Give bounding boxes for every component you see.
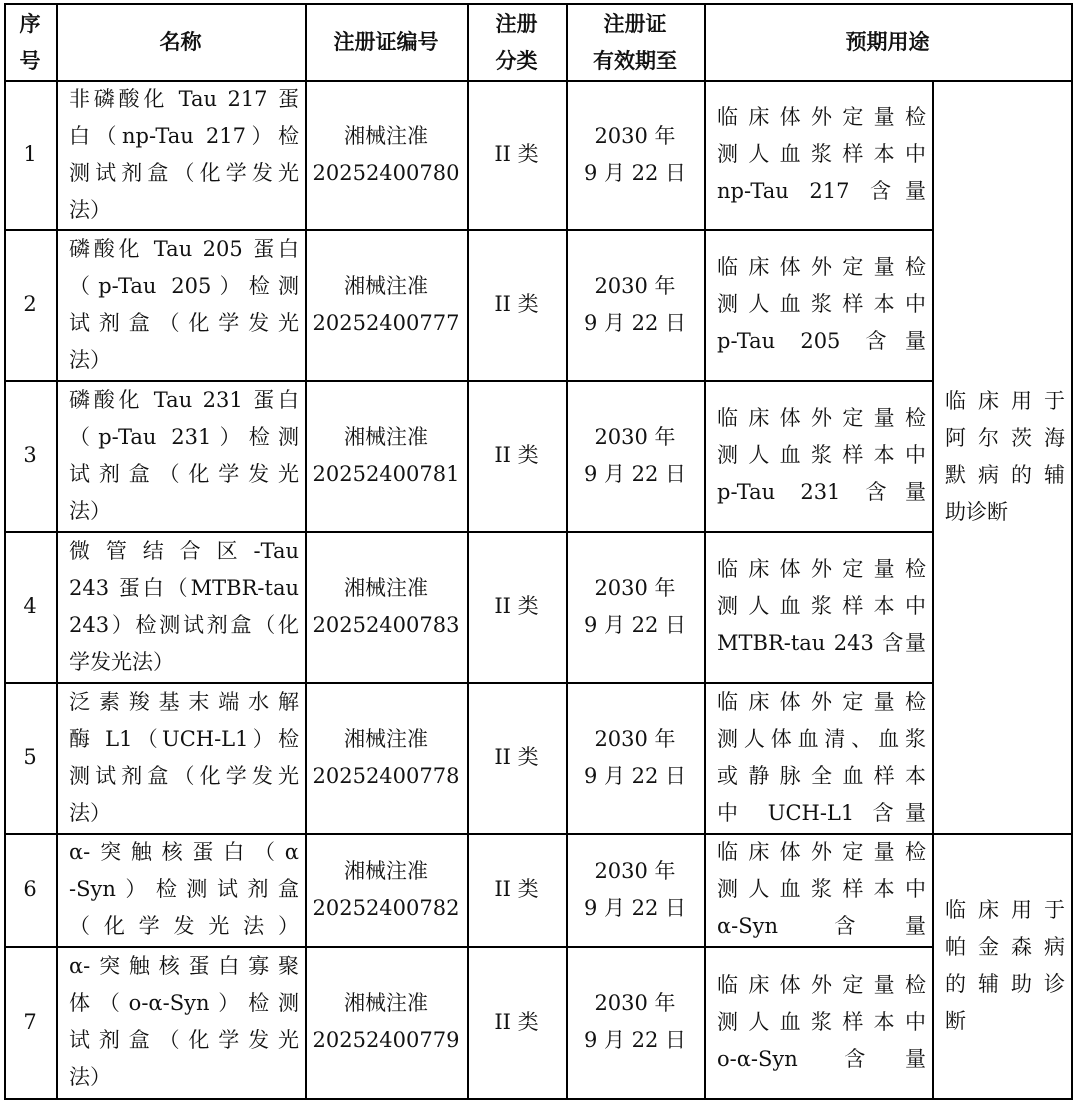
row-valid-until-line: 2030 年 (594, 575, 676, 600)
row-name-line: α-突触核蛋白寡聚 (69, 954, 299, 978)
row-seq-line: 5 (23, 745, 37, 769)
group-use-alzheimer-line: 临床用于 (945, 388, 1065, 413)
row-name (56, 80, 305, 229)
grid-line (4, 682, 934, 684)
row-valid-until (566, 380, 704, 531)
row-use-line: 临床体外定量检 (717, 840, 926, 864)
row-use-line: 测人血浆样本中 (717, 594, 926, 618)
row-name-line: 学发光法） (69, 649, 174, 674)
group-use-parkinson-line: 断 (945, 1008, 966, 1033)
row-reg-no-line: 湘械注准 (344, 575, 428, 600)
row-name-line: 试剂盒（化学发光 (69, 461, 299, 486)
row-use (704, 682, 932, 833)
row-name-line: 法） (69, 197, 111, 222)
row-reg-no-line: 20252400783 (312, 612, 460, 637)
group-use-parkinson-line: 临床用于 (945, 897, 1065, 922)
grid-line (4, 80, 1073, 82)
grid-line (4, 531, 934, 533)
row-use-line: 测人血浆样本中 (717, 292, 926, 316)
row-reg-no-line: 湘械注准 (344, 858, 428, 883)
row-valid-until (566, 229, 704, 380)
row-reg-no-line: 湘械注准 (344, 726, 428, 751)
row-reg-no-line: 20252400778 (312, 763, 460, 788)
grid-line (932, 80, 934, 1100)
row-seq (4, 682, 56, 833)
row-use (704, 380, 932, 531)
header-intended-use-line: 预期用途 (845, 29, 930, 54)
row-reg-no (305, 229, 467, 380)
row-seq (4, 229, 56, 380)
grid-line (4, 229, 934, 231)
row-name-line: 磷酸化 Tau 205 蛋白 (69, 236, 299, 261)
row-valid-until-line: 2030 年 (594, 726, 676, 751)
row-valid-until (566, 682, 704, 833)
row-use-line: 临床体外定量检 (717, 255, 926, 279)
row-category-line: II 类 (494, 292, 539, 316)
row-category (467, 229, 566, 380)
row-name-line: 酶 L1（UCH-L1）检 (69, 726, 299, 751)
row-name-line: 243）检测试剂盒（化 (69, 612, 299, 637)
row-use-line: 临床体外定量检 (717, 406, 926, 430)
row-name-line: 非磷酸化 Tau 217 蛋 (69, 86, 299, 111)
row-reg-no (305, 946, 467, 1098)
row-use-line: 中 UCH-L1 含量 (717, 800, 926, 825)
grid-line (4, 3, 6, 1100)
row-use (704, 833, 932, 946)
header-seq-line: 序 (19, 10, 41, 36)
row-name (56, 229, 305, 380)
group-use-alzheimer-line: 助诊断 (945, 499, 1008, 524)
row-name-line: 法） (69, 347, 111, 372)
row-reg-no-line: 湘械注准 (344, 123, 428, 148)
row-name (56, 682, 305, 833)
grid-line (566, 3, 568, 1100)
row-category-line: II 类 (494, 594, 539, 618)
row-use-line: 测人血浆样本中 (717, 142, 926, 166)
row-use-line: 测人体血清、血浆 (717, 726, 926, 751)
row-reg-no (305, 80, 467, 229)
row-use-line: p-Tau 205 含量 (717, 329, 926, 353)
header-name-line: 名称 (159, 29, 202, 54)
group-use-alzheimer-line: 阿尔茨海 (945, 425, 1065, 450)
row-seq-line: 2 (23, 292, 37, 316)
row-name-line: （p-Tau 231）检测 (69, 424, 299, 449)
row-name-line: （p-Tau 205）检测 (69, 273, 299, 298)
row-use-line: 测人血浆样本中 (717, 443, 926, 467)
row-reg-no (305, 833, 467, 946)
header-reg-no-line: 注册证编号 (333, 29, 439, 54)
row-use-line: 临床体外定量检 (717, 972, 926, 997)
row-use-line: 临床体外定量检 (717, 689, 926, 714)
row-reg-no (305, 682, 467, 833)
row-valid-until-line: 2030 年 (594, 991, 676, 1015)
row-name-line: 体（o-α-Syn）检测 (69, 991, 299, 1015)
row-name-line: 法） (69, 498, 111, 523)
grid-line (4, 3, 1073, 5)
row-valid-until-line: 9 月 22 日 (583, 895, 687, 920)
row-reg-no-line: 20252400779 (312, 1028, 460, 1052)
row-reg-no (305, 380, 467, 531)
grid-line (305, 3, 307, 1100)
row-seq-line: 4 (23, 594, 37, 618)
group-use-parkinson (932, 833, 1071, 1098)
row-name-line: 243 蛋白（MTBR-tau (69, 575, 299, 600)
row-category-line: II 类 (494, 1009, 539, 1034)
row-category-line: II 类 (494, 877, 539, 901)
header-intended-use (704, 3, 1071, 80)
row-valid-until-line: 2030 年 (594, 273, 676, 298)
row-use-line: o-α-Syn 含量 (717, 1046, 926, 1071)
grid-line (467, 3, 469, 1100)
row-seq-line: 7 (23, 1009, 37, 1034)
row-reg-no-line: 湘械注准 (344, 424, 428, 449)
row-valid-until-line: 9 月 22 日 (583, 1028, 687, 1052)
grid-line (4, 833, 1073, 835)
row-name (56, 531, 305, 682)
header-category-line: 分类 (495, 47, 538, 73)
row-valid-until-line: 2030 年 (594, 858, 676, 883)
row-seq (4, 380, 56, 531)
row-use (704, 946, 932, 1098)
header-name (56, 3, 305, 80)
row-valid-until (566, 946, 704, 1098)
row-name-line: 泛素羧基末端水解 (69, 689, 299, 714)
row-category (467, 833, 566, 946)
row-category (467, 682, 566, 833)
row-name (56, 833, 305, 946)
header-seq (4, 3, 56, 80)
row-use-line: 或静脉全血样本 (717, 763, 926, 788)
header-valid-until (566, 3, 704, 80)
row-seq (4, 833, 56, 946)
row-name (56, 946, 305, 1098)
row-valid-until-line: 9 月 22 日 (583, 310, 687, 335)
row-seq-line: 3 (23, 443, 37, 467)
row-seq (4, 80, 56, 229)
group-use-parkinson-line: 帕金森病 (945, 934, 1065, 959)
grid-line (1071, 3, 1073, 1100)
row-use-line: α-Syn 含量 (717, 914, 926, 938)
row-valid-until (566, 80, 704, 229)
row-valid-until (566, 833, 704, 946)
row-reg-no-line: 20252400782 (312, 895, 460, 920)
row-name-line: 法） (69, 1065, 111, 1089)
row-seq (4, 946, 56, 1098)
row-valid-until-line: 9 月 22 日 (583, 461, 687, 486)
row-name-line: 测试剂盒（化学发光 (69, 160, 299, 185)
grid-line (4, 1098, 1073, 1100)
row-name-line: 测试剂盒（化学发光 (69, 763, 299, 788)
row-use-line: MTBR-tau 243 含量 (717, 631, 926, 655)
row-valid-until-line: 9 月 22 日 (583, 763, 687, 788)
group-use-parkinson-line: 的辅助诊 (945, 971, 1065, 996)
row-valid-until (566, 531, 704, 682)
row-reg-no-line: 湘械注准 (344, 273, 428, 298)
row-valid-until-line: 2030 年 (594, 123, 676, 148)
row-category (467, 531, 566, 682)
row-reg-no-line: 湘械注准 (344, 991, 428, 1015)
row-category (467, 380, 566, 531)
row-use-line: p-Tau 231 含量 (717, 480, 926, 504)
row-name-line: 白（np-Tau 217）检 (69, 123, 299, 148)
row-category (467, 80, 566, 229)
row-reg-no-line: 20252400780 (312, 160, 460, 185)
row-valid-until-line: 9 月 22 日 (583, 160, 687, 185)
row-use-line: 测人血浆样本中 (717, 877, 926, 901)
row-name-line: 法） (69, 800, 111, 825)
header-category-line: 注册 (495, 10, 538, 36)
row-name-line: 磷酸化 Tau 231 蛋白 (69, 387, 299, 412)
row-valid-until-line: 9 月 22 日 (583, 612, 687, 637)
row-use-line: 临床体外定量检 (717, 105, 926, 129)
row-reg-no-line: 20252400777 (312, 310, 460, 335)
row-use (704, 531, 932, 682)
row-name-line: 试剂盒（化学发光 (69, 310, 299, 335)
row-seq (4, 531, 56, 682)
header-valid-until-line: 有效期至 (593, 47, 677, 73)
grid-line (4, 946, 934, 948)
row-seq-line: 1 (23, 142, 37, 166)
group-use-alzheimer-line: 默病的辅 (945, 462, 1065, 487)
grid-line (56, 3, 58, 1100)
grid-line (4, 380, 934, 382)
row-use-line: np-Tau 217 含量 (717, 179, 926, 203)
header-reg-no (305, 3, 467, 80)
row-use-line: 测人血浆样本中 (717, 1009, 926, 1034)
row-reg-no (305, 531, 467, 682)
row-valid-until-line: 2030 年 (594, 424, 676, 449)
row-use-line: 临床体外定量检 (717, 557, 926, 581)
row-name-line: -Syn）检测试剂盒 (69, 877, 299, 901)
row-name-line: α-突触核蛋白（α (69, 840, 299, 864)
header-seq-line: 号 (19, 47, 41, 73)
row-reg-no-line: 20252400781 (312, 461, 460, 486)
row-category-line: II 类 (494, 443, 539, 467)
row-name-line: 试剂盒（化学发光 (69, 1028, 299, 1052)
header-category (467, 3, 566, 80)
grid-line (704, 3, 706, 1100)
row-category-line: II 类 (494, 745, 539, 769)
row-category-line: II 类 (494, 142, 539, 166)
row-seq-line: 6 (23, 877, 37, 901)
header-valid-until-line: 注册证 (603, 10, 667, 36)
row-name-line: 微管结合区-Tau (69, 538, 299, 563)
row-use (704, 229, 932, 380)
row-category (467, 946, 566, 1098)
group-use-alzheimer (932, 80, 1071, 833)
row-name-line: （化学发光法） (69, 914, 299, 938)
row-name (56, 380, 305, 531)
row-use (704, 80, 932, 229)
